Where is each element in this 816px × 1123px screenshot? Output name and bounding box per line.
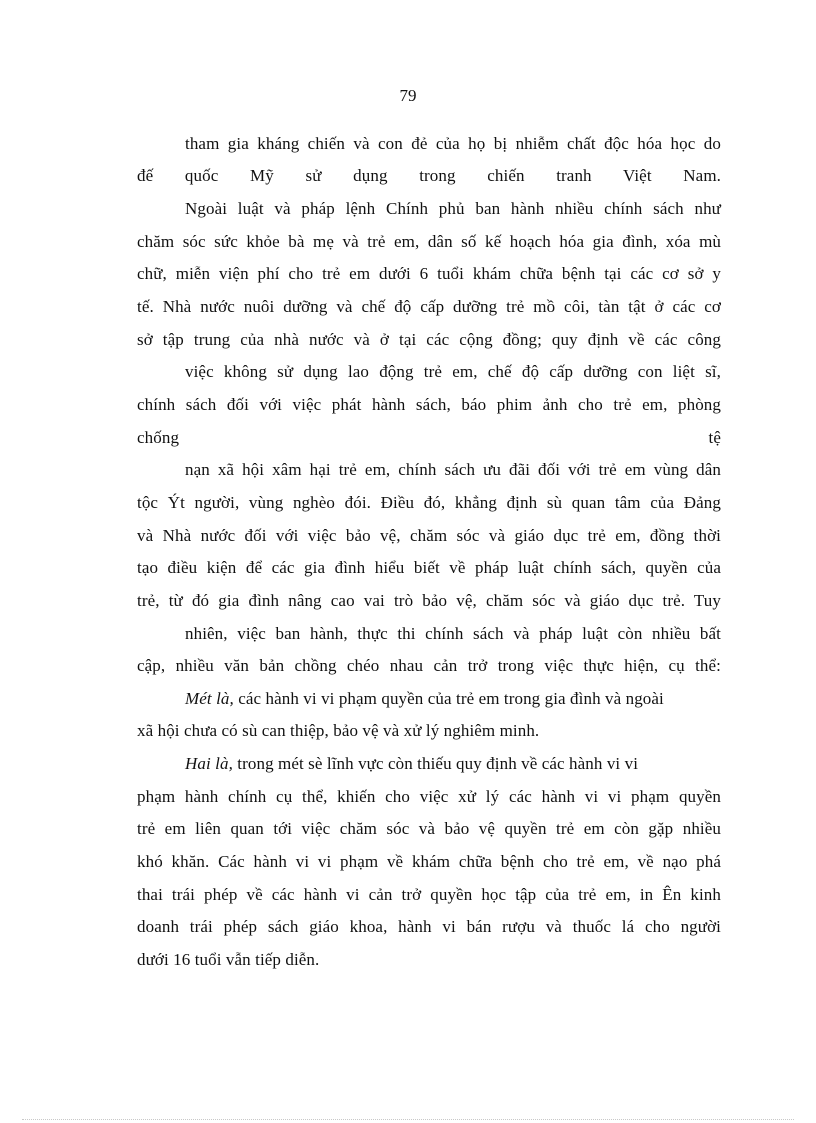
text-line: chăm sóc sức khỏe bà mẹ và trẻ em, dân số kế hoạch hóa gia đình, xóa mù [137,232,721,251]
text-line: chữ, miễn viện phí cho trẻ em dưới 6 tuổi khám chữa bệnh tại các cơ sở y [137,264,721,283]
text-line: chính sách đối với việc phát hành sách, báo phim ảnh cho trẻ em, phòng [137,395,721,414]
text-line: sở tập trung của nhà nước và ở tại các cộng đồng; quy định về các công [137,330,721,349]
list-item-first [185,689,664,709]
text-line: cập, nhiều văn bản chồng chéo nhau cản trở trong việc thực hiện, cụ thể: [137,656,721,675]
list-item-second [185,754,638,774]
text-line: tộc Ýt người, vùng nghèo đói. Điều đó, khẳng định sù quan tâm của Đảng [137,493,721,512]
text-line: thai trái phép về các hành vi cản trở quyền học tập của trẻ em, in Ên kinh [137,885,721,904]
text-line: nạn xã hội xâm hại trẻ em, chính sách ưu đãi đối với trẻ em vùng dân [185,460,721,479]
text-line: dưới 16 tuổi vẫn tiếp diễn. [137,950,320,969]
text-line: Ngoài luật và pháp lệnh Chính phủ ban hành nhiều chính sách như [185,199,721,218]
text-line: trẻ, từ đó gia đình nâng cao vai trò bảo vệ, chăm sóc và giáo dục trẻ. Tuy [137,591,721,610]
list-item-lead: Mét là, [185,689,234,708]
text-line: phạm hành chính cụ thể, khiến cho việc xử lý các hành vi vi phạm quyền [137,787,721,806]
text-line: tế. Nhà nước nuôi dưỡng và chế độ cấp dưỡng trẻ mồ côi, tàn tật ở các cơ [137,297,721,316]
page-number: 79 [399,86,417,105]
text-line: doanh trái phép sách giáo khoa, hành vi bán rượu và thuốc lá cho người [137,917,721,936]
text-line: và Nhà nước đối với việc bảo vệ, chăm sóc và giáo dục trẻ em, đồng thời [137,526,721,545]
list-item-text: các hành vi vi phạm quyền của trẻ em trong gia đình và ngoài [233,689,664,708]
text-line: đế quốc Mỹ sử dụng trong chiến tranh Việt Nam. [137,166,721,185]
text-line: nhiên, việc ban hành, thực thi chính sách và pháp luật còn nhiều bất [185,624,721,643]
text-line: tạo điều kiện để các gia đình hiểu biết về pháp luật chính sách, quyền của [137,558,721,577]
text-line: tham gia kháng chiến và con đẻ của họ bị nhiễm chất độc hóa học do [185,134,721,153]
text-line: xã hội chưa có sù can thiệp, bảo vệ và xử lý nghiêm minh. [137,721,540,740]
bottom-dotted-border [22,1119,794,1120]
text-line: khó khăn. Các hành vi vi phạm về khám chữa bệnh cho trẻ em, về nạo phá [137,852,721,871]
text-line: chống tệ [137,428,721,447]
text-line: trẻ em liên quan tới việc chăm sóc và bảo vệ quyền trẻ em còn gặp nhiều [137,819,721,838]
list-item-lead: Hai là, [185,754,233,773]
list-item-text: trong mét sè lĩnh vực còn thiếu quy định về các hành vi vi [232,754,639,773]
text-line: việc không sử dụng lao động trẻ em, chế độ cấp dưỡng con liệt sĩ, [185,362,721,381]
